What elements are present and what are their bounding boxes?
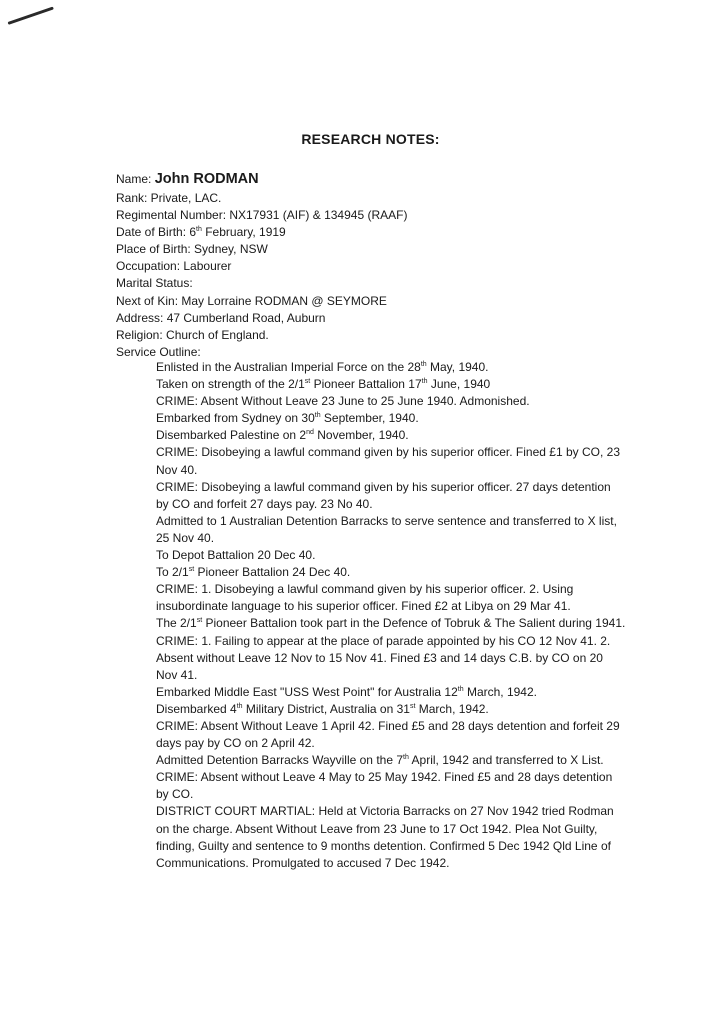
outline-entry: CRIME: Disobeying a lawful command given by his superior officer. Fined £1 by CO, 23 Nov 40.	[156, 445, 620, 477]
marital-status-field: Marital Status:	[116, 276, 193, 291]
rank-field: Rank: Private, LAC.	[116, 191, 222, 205]
outline-entry: CRIME: 1. Failing to appear at the place of parade appointed by his CO 12 Nov 41. 2. Absent without Leave 12 Nov to 15 Nov 41. Fined £3 and 14 days C.B. by CO on 20 Nov 41.	[156, 633, 611, 682]
outline-entry: CRIME: Absent Without Leave 23 June to 25 June 1940. Admonished.	[156, 394, 530, 409]
outline-entry: CRIME: Disobeying a lawful command given by his superior officer. 27 days detention by CO and forfeit 27 days pay. 23 No 40.	[156, 479, 611, 511]
outline-entry: Admitted Detention Barracks Wayville on the 7th April, 1942 and transferred to X List.	[156, 753, 604, 768]
outline-entry: CRIME: Absent without Leave 4 May to 25 May 1942. Fined £5 and 28 days detention by CO.	[156, 770, 613, 802]
name-label: Name:	[116, 172, 155, 186]
next-of-kin-field: Next of Kin: May Lorraine RODMAN @ SEYMORE	[116, 293, 387, 308]
outline-entry: To Depot Battalion 20 Dec 40.	[156, 548, 316, 563]
name-field	[116, 169, 636, 189]
outline-entry: CRIME: 1. Disobeying a lawful command given by his superior officer. 2. Using insubordinate language to his superior officer. Fined £2 at Libya on 29 Mar 41.	[156, 582, 574, 614]
personal-details	[116, 169, 636, 361]
regimental-number-field: Regimental Number: NX17931 (AIF) & 134945 (RAAF)	[116, 208, 408, 223]
religion-field: Religion: Church of England.	[116, 327, 269, 342]
page-title: RESEARCH NOTES:	[301, 131, 440, 147]
service-outline-list	[156, 359, 626, 872]
outline-entry: Admitted to 1 Australian Detention Barracks to serve sentence and transferred to X list, 25 Nov 40.	[156, 513, 617, 545]
outline-entry: Disembarked 4th Military District, Australia on 31st March, 1942.	[156, 701, 489, 716]
outline-entry: Embarked Middle East "USS West Point" for Australia 12th March, 1942.	[156, 684, 537, 699]
outline-entry: Taken on strength of the 2/1st Pioneer Battalion 17th June, 1940	[156, 377, 491, 392]
service-outline-heading: Service Outline:	[116, 344, 201, 359]
outline-entry: DISTRICT COURT MARTIAL: Held at Victoria Barracks on 27 Nov 1942 tried Rodman on the charge. Absent Without Leave from 23 June to 17 Oct 1942. Plea Not Guilty, finding, Guilty and sentence to 9 months detention. Confirmed 5 Dec 1942 Qld Line of Communications. Promulgated to accused 7 Dec 1942.	[156, 804, 614, 870]
outline-entry: The 2/1st Pioneer Battalion took part in the Defence of Tobruk & The Salient during 1941.	[156, 616, 626, 631]
outline-entry: Disembarked Palestine on 2nd November, 1940.	[156, 428, 409, 443]
outline-entry: CRIME: Absent Without Leave 1 April 42. Fined £5 and 28 days detention and forfeit 29 days pay by CO on 2 April 42.	[156, 718, 620, 751]
place-of-birth-field: Place of Birth: Sydney, NSW	[116, 242, 268, 257]
occupation-field: Occupation: Labourer	[116, 259, 232, 274]
outline-entry: Enlisted in the Australian Imperial Force on the 28th May, 1940.	[156, 360, 489, 374]
outline-entry: To 2/1st Pioneer Battalion 24 Dec 40.	[156, 565, 351, 580]
date-of-birth-field: Date of Birth: 6th February, 1919	[116, 225, 286, 240]
address-field: Address: 47 Cumberland Road, Auburn	[116, 310, 326, 325]
outline-entry: Embarked from Sydney on 30th September, 1940.	[156, 411, 419, 426]
scan-pen-mark	[8, 6, 54, 24]
name-value: John RODMAN	[154, 171, 259, 187]
